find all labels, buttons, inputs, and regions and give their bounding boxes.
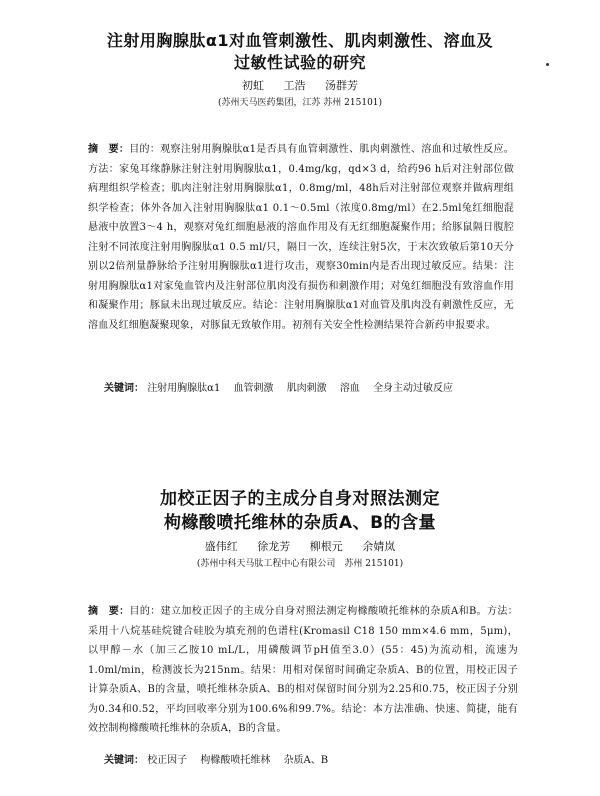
abstract-text: 目的：建立加校正因子的主成分自身对照法测定枸橼酸喷托维林的杂质A和B。方法：采用十八烷基硅烷键合硅胶为填充剂的色谱柱(Kromasil C18 150 mm×4.6 mm，5μm)，以甲醇－水（加三乙胺10 mL/L，用磷酸调节pH值至3.0）(55：45)为流动相，流速为1.0ml/min，检测波长为215nm。结果：用相对保留时间确定杂质A、B的位置，用校正因子计算杂质A、B的含量，喷托维林杂质A、B的相对保留时间分别为2.25和0.75，校正因子分别为0.34和0.52，平均回收率分别为100.6%和99.7%。结论：本方法准确、快速、简捷，能有效控制枸橼酸喷托维林的杂质A，B的含量。	[88, 606, 518, 734]
author: 盛伟红	[204, 540, 238, 553]
keyword: 杂质A、B	[283, 755, 329, 766]
article-2-abstract	[88, 602, 518, 739]
abstract-text: 目的：观察注射用胸腺肽α1是否具有血管刺激性、肌肉刺激性、溶血和过敏性反应。方法：家兔耳缘静脉注射注射用胸腺肽α1，0.4mg/kg，qd×3 d，给药96 h后对注射部位做病理组织学检查；肌肉注射注射用胸腺肽α1，0.8mg/ml，48h后对注射部位观察并做病理组织学检查；体外各加入注射用胸腺肽α1 0.1～0.5ml（浓度0.8mg/ml）在2.5ml兔红细胞混悬液中放置3～4 h，观察对兔红细胞悬液的溶血作用及有无红细胞凝聚作用；给豚鼠隔日腹腔注射不同浓度注射用胸腺肽α1 0.5 ml/只，隔日一次，连续注射5次，于末次致敏后第10天分别以2倍剂量静脉给予注射用胸腺肽α1进行攻击，观察30min内是否出现过敏反应。结果：注射用胸腺肽α1对家兔血管内及注射部位肌肉没有损伤和刺激作用；对兔红细胞没有致溶血作用和凝聚作用；豚鼠未出现过敏反应。结论：注射用胸腺肽α1对血管及肌肉没有刺激性反应，无溶血及红细胞凝聚现象，对豚鼠无致敏作用。初剂有关安全性检测结果符合新药申报要求。	[88, 144, 514, 331]
keyword: 血管刺激	[233, 383, 274, 394]
article-1-authors	[0, 78, 600, 94]
author: 初虹	[242, 79, 264, 92]
keyword: 注射用胸腺肽α1	[147, 383, 221, 394]
article-2-title	[0, 487, 600, 535]
author: 柳根元	[309, 540, 343, 553]
article-2-header	[0, 487, 600, 571]
scan-speck	[546, 63, 549, 66]
author: 工浩	[283, 79, 306, 92]
author: 汤群芳	[325, 79, 358, 92]
keyword: 溶血	[339, 383, 360, 394]
article-1-abstract	[88, 140, 514, 335]
article-2-title-line-1: 加校正因子的主成分自身对照法测定	[160, 489, 440, 509]
article-2-keywords	[104, 753, 524, 769]
article-2-affiliation: (苏州中科天马肽工程中心有限公司 苏州 215101)	[196, 559, 404, 569]
article-2-authors	[0, 539, 600, 555]
keyword: 肌肉刺激	[286, 383, 327, 394]
keyword: 全身主动过敏反应	[373, 383, 454, 394]
article-1-affiliation: (苏州天马医药集团，江苏 苏州 215101)	[217, 98, 383, 108]
article-2-title-line-2: 枸橼酸喷托维林的杂质A、B的含量	[163, 513, 437, 533]
abstract-label: 摘 要：	[88, 144, 130, 155]
article-1-title-line-1: 注射用胸腺肽α1对血管刺激性、肌肉刺激性、溶血及	[106, 31, 494, 50]
article-1-title	[0, 30, 600, 74]
keywords-label: 关键词：	[104, 383, 144, 394]
author: 余婧岚	[362, 540, 396, 553]
keyword: 校正因子	[147, 755, 188, 766]
author: 徐龙芳	[257, 540, 291, 553]
keywords-label: 关键词：	[104, 755, 144, 766]
article-1-header	[0, 30, 600, 110]
article-1-title-line-2: 过敏性试验的研究	[233, 53, 366, 72]
abstract-label: 摘 要：	[88, 606, 130, 617]
article-1-keywords	[104, 381, 524, 397]
keyword: 枸橼酸喷托维林	[200, 755, 271, 766]
